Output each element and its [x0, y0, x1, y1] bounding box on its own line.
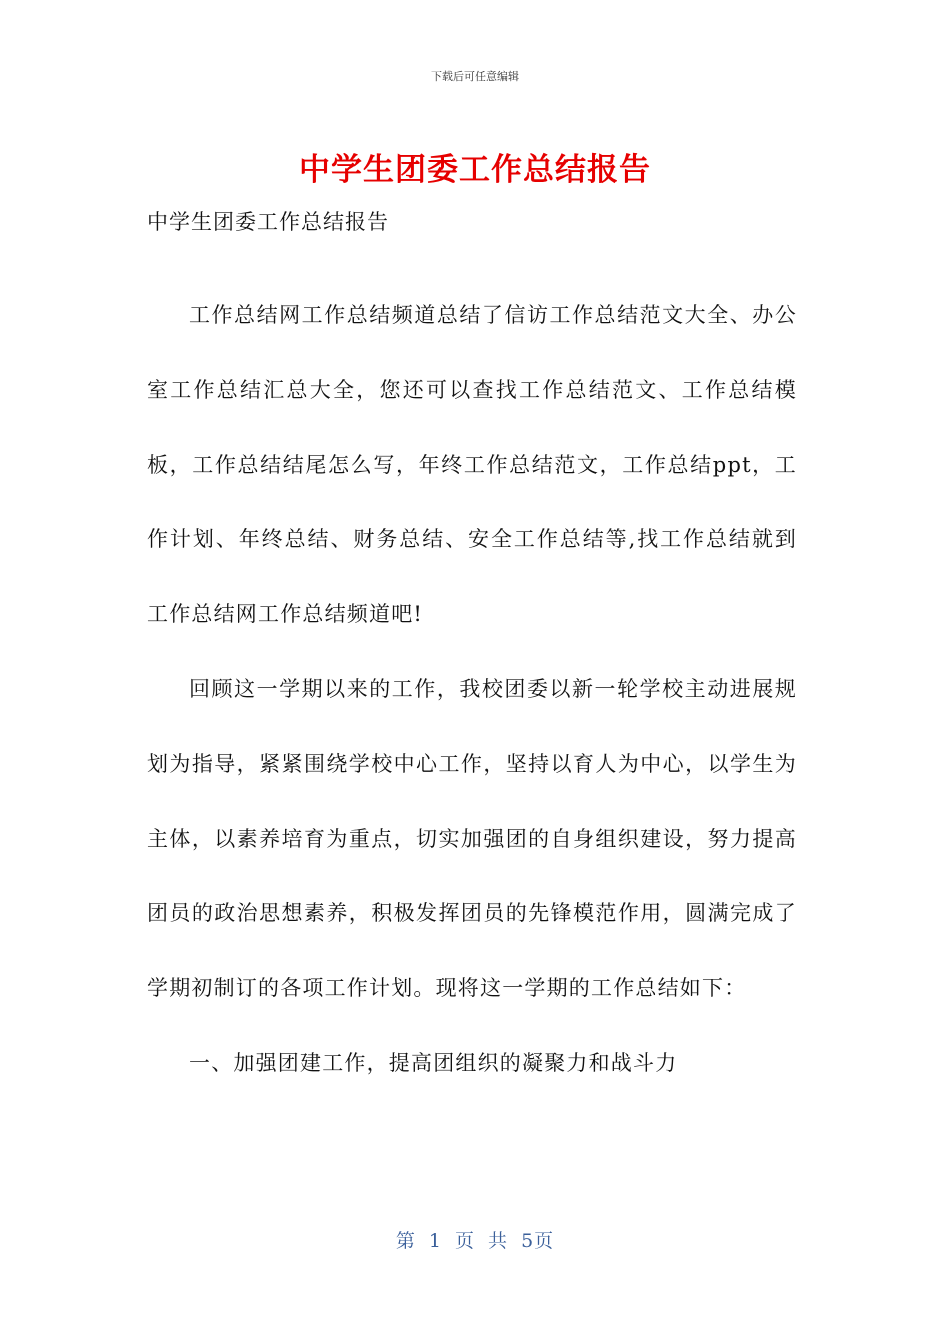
paragraph-review: 回顾这一学期以来的工作，我校团委以新一轮学校主动进展规划为指导，紧紧围绕学校中心工作，坚持以育人为中心，以学生为主体，以素养培育为重点，切实加强团的自身组织建设，努力提高团员的政治思想素养，积极发挥团员的先锋模范作用，圆满完成了学期初制订的各项工作计划。现将这一学期的工作总结如下：	[147, 676, 797, 1001]
document-title: 中学生团委工作总结报告	[299, 152, 651, 188]
section-heading-1: 一、加强团建工作，提高团组织的凝聚力和战斗力	[189, 1050, 678, 1075]
paragraph-intro: 工作总结网工作总结频道总结了信访工作总结范文大全、办公室工作总结汇总大全，您还可以查找工作总结范文、工作总结模板，工作总结结尾怎么写，年终工作总结范文，工作总结ppt，工作计划、年终总结、财务总结、安全工作总结等,找工作总结就到工作总结网工作总结频道吧!	[147, 303, 797, 627]
document-subtitle: 中学生团委工作总结报告	[147, 210, 389, 234]
document-body	[147, 278, 797, 1101]
header-note: 下载后可任意编辑	[431, 70, 519, 83]
page-indicator: 第 1 页 共 5页	[395, 1230, 555, 1252]
